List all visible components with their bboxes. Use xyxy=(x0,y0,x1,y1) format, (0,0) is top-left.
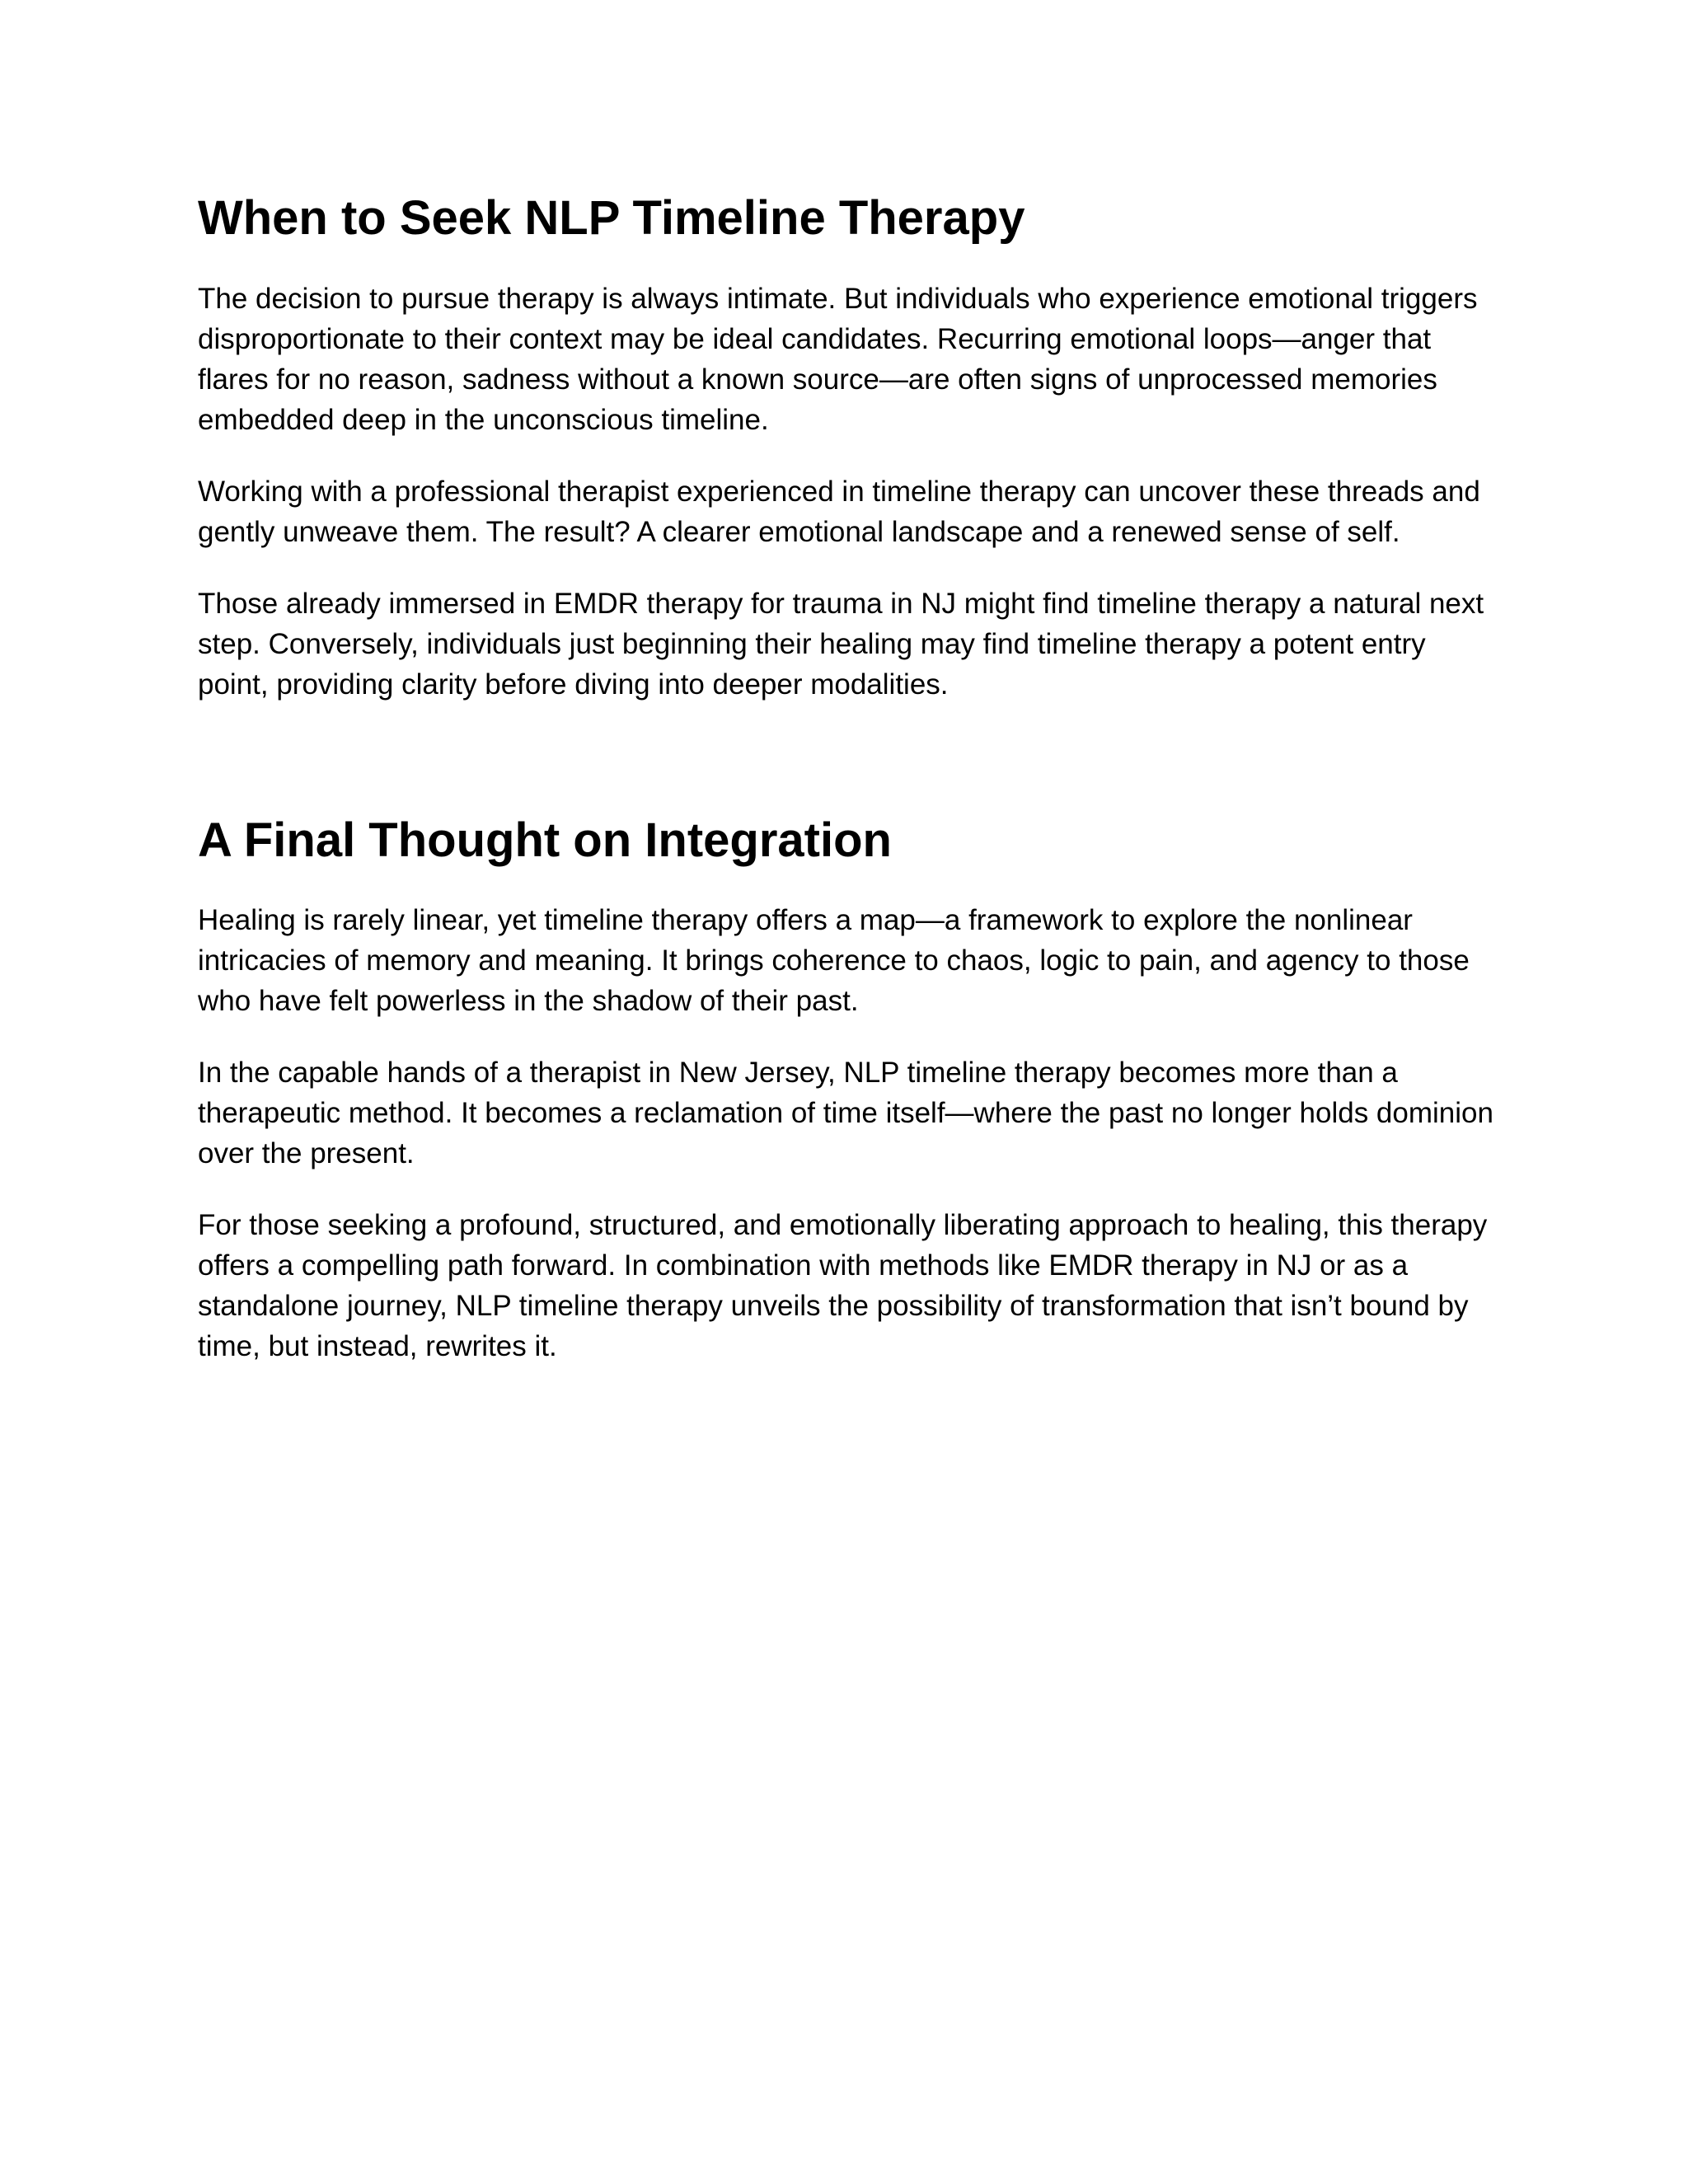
body-paragraph: Healing is rarely linear, yet timeline therapy offers a map—a framework to explore the nonlinear intricacies of memory and meaning. It brings coherence to chaos, logic to pain, and agency to those who have felt powerless in the shadow of their past. xyxy=(198,904,1470,1018)
body-paragraph: Those already immersed in EMDR therapy for trauma in NJ might find timeline therapy a natural next step. Conversely, individuals just beginning their healing may find timeline therapy a potent entry point, providing clarity before diving into deeper modalities. xyxy=(198,587,1484,701)
body-paragraph: For those seeking a profound, structured, and emotionally liberating approach to healing, this therapy offers a compelling path forward. In combination with methods like EMDR therapy in NJ or as a standalone journey, NLP timeline therapy unveils the possibility of transformation that isn’t bound by time, but instead, rewrites it. xyxy=(198,1209,1488,1363)
body-paragraph: The decision to pursue therapy is always intimate. But individuals who experience emotional triggers disproportionate to their context may be ideal candidates. Recurring emotional loops—anger that flares for no reason, sadness without a known source—are often signs of unprocessed memories embedded deep in the unconscious timeline. xyxy=(198,282,1478,436)
body-paragraph: In the capable hands of a therapist in New Jersey, NLP timeline therapy becomes more than a therapeutic method. It becomes a reclamation of time itself—where the past no longer holds dominion over the present. xyxy=(198,1057,1493,1170)
body-paragraph: Working with a professional therapist experienced in timeline therapy can uncover these threads and gently unweave them. The result? A clearer emotional landscape and a renewed sense of self. xyxy=(198,475,1480,548)
section-heading: When to Seek NLP Timeline Therapy xyxy=(198,191,1025,245)
section-when-to-seek xyxy=(198,190,1500,705)
section-final-thought xyxy=(198,812,1500,1367)
section-heading: A Final Thought on Integration xyxy=(198,813,892,867)
document-page xyxy=(198,190,1500,1398)
